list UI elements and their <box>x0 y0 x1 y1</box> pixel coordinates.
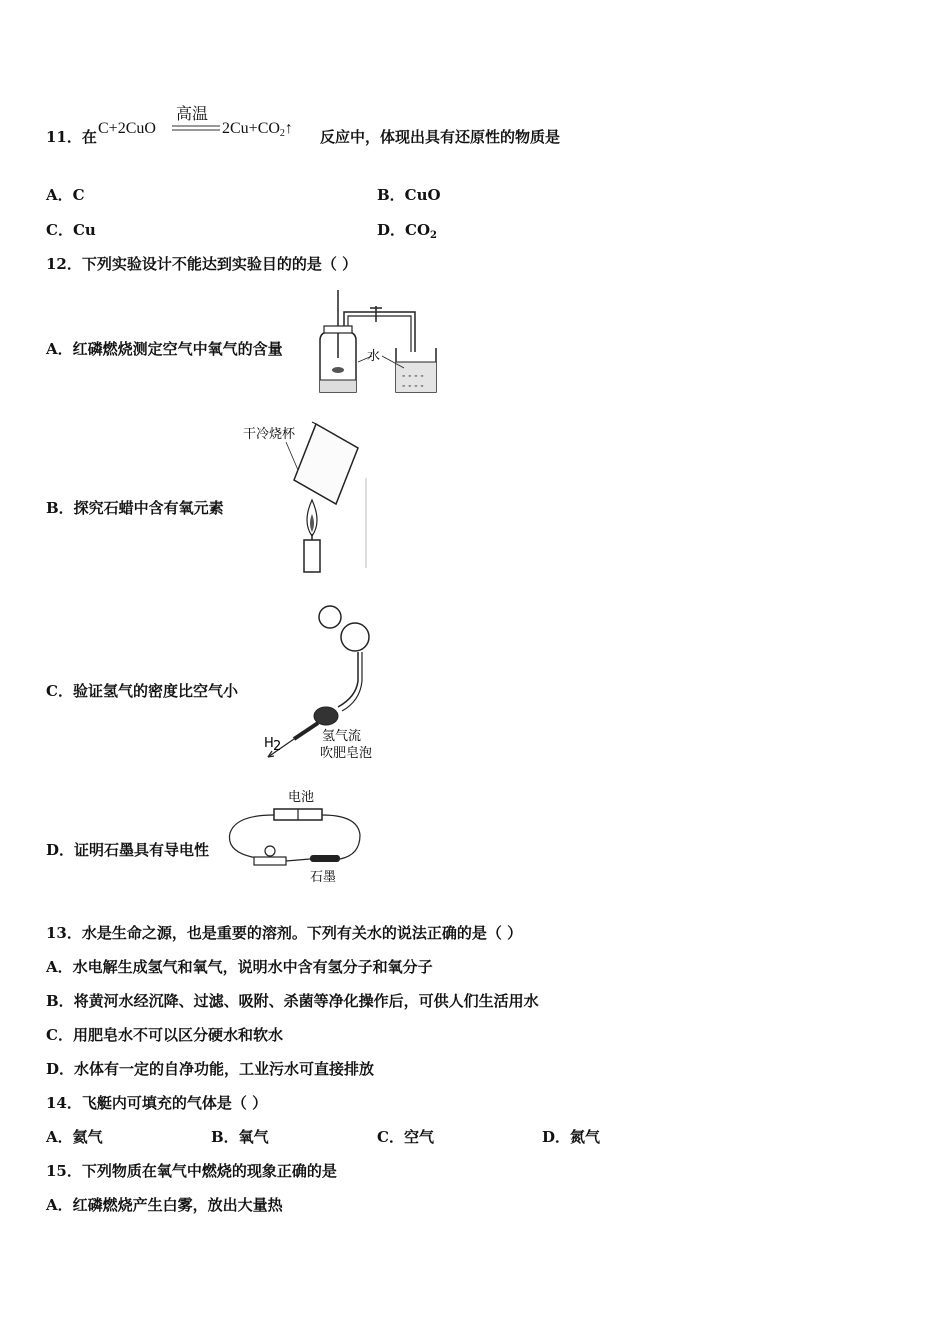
q12-option-a: A．红磷燃烧测定空气中氧气的含量 <box>46 340 283 358</box>
q11-number: 11．在 <box>46 128 97 146</box>
q13-option-a: A．水电解生成氢气和氧气，说明水中含有氢分子和氧分子 <box>46 958 433 976</box>
q14-stem: 14．飞艇内可填充的气体是（ ） <box>46 1094 268 1112</box>
q13-option-c: C．用肥皂水不可以区分硬水和软水 <box>46 1026 283 1044</box>
q13-stem: 13．水是生命之源，也是重要的溶剂。下列有关水的说法正确的是（ ） <box>46 924 523 942</box>
q12-d-circuit-diagram <box>222 785 372 885</box>
q12-d-caption-graphite: 石墨 <box>310 870 337 885</box>
q13-option-d: D．水体有一定的自净功能，工业污水可直接排放 <box>46 1060 375 1078</box>
q11-option-d-sub: 2 <box>430 230 437 241</box>
q11-equals-sign <box>172 125 220 131</box>
q11-option-d-label: D．CO <box>377 221 431 239</box>
q12-c-soap-bubble-diagram <box>260 605 390 765</box>
q12-stem: 12．下列实验设计不能达到实验目的的是（ ） <box>46 255 358 273</box>
q11-eq-right-sub: 2 <box>279 128 285 139</box>
q12-option-d: D．证明石墨具有导电性 <box>46 841 210 859</box>
q12-c-caption-flow: 氢气流 <box>322 729 362 744</box>
q12-c-caption-h: H <box>264 736 274 751</box>
svg-text:- - - -: - - - - <box>402 380 424 390</box>
q12-option-b: B．探究石蜡中含有氧元素 <box>46 499 224 517</box>
q11-eq-arrow: ↑ <box>284 120 293 137</box>
q12-b-candle-beaker-diagram <box>240 418 370 573</box>
q11-option-a: A．C <box>46 186 85 204</box>
q12-b-caption-beaker: 干冷烧杯 <box>243 427 296 442</box>
q15-option-a: A．红磷燃烧产生白雾，放出大量热 <box>46 1196 283 1214</box>
q11-eq-right-text: 2Cu+CO <box>222 120 280 137</box>
q14-option-c: C．空气 <box>377 1128 434 1146</box>
q12-a-apparatus-diagram <box>310 288 445 396</box>
q15-stem: 15．下列物质在氧气中燃烧的现象正确的是 <box>46 1162 337 1180</box>
q13-option-b: B．将黄河水经沉降、过滤、吸附、杀菌等净化操作后，可供人们生活用水 <box>46 992 539 1010</box>
q11-stem <box>46 126 97 147</box>
q12-option-c: C．验证氢气的密度比空气小 <box>46 682 238 700</box>
q12-a-caption-water: 水 <box>367 349 381 364</box>
q11-eq-left: C+2CuO <box>98 120 156 137</box>
q12-c-caption-h-sub: 2 <box>273 739 282 754</box>
q11-option-c: C．Cu <box>46 221 96 239</box>
q11-eq-condition: 高温 <box>176 106 209 123</box>
q11-stem-end: 反应中，体现出具有还原性的物质是 <box>320 128 561 146</box>
q11-eq-right <box>222 120 293 139</box>
q12-d-caption-battery: 电池 <box>288 790 315 805</box>
q14-option-b: B．氧气 <box>211 1128 269 1146</box>
q11-option-d <box>377 219 437 241</box>
svg-text:- - - -: - - - - <box>402 370 424 380</box>
q14-option-a: A．氦气 <box>46 1128 103 1146</box>
q12-c-caption-blow: 吹肥皂泡 <box>320 746 373 761</box>
q11-option-b: B．CuO <box>377 186 441 204</box>
q14-option-d: D．氮气 <box>542 1128 601 1146</box>
